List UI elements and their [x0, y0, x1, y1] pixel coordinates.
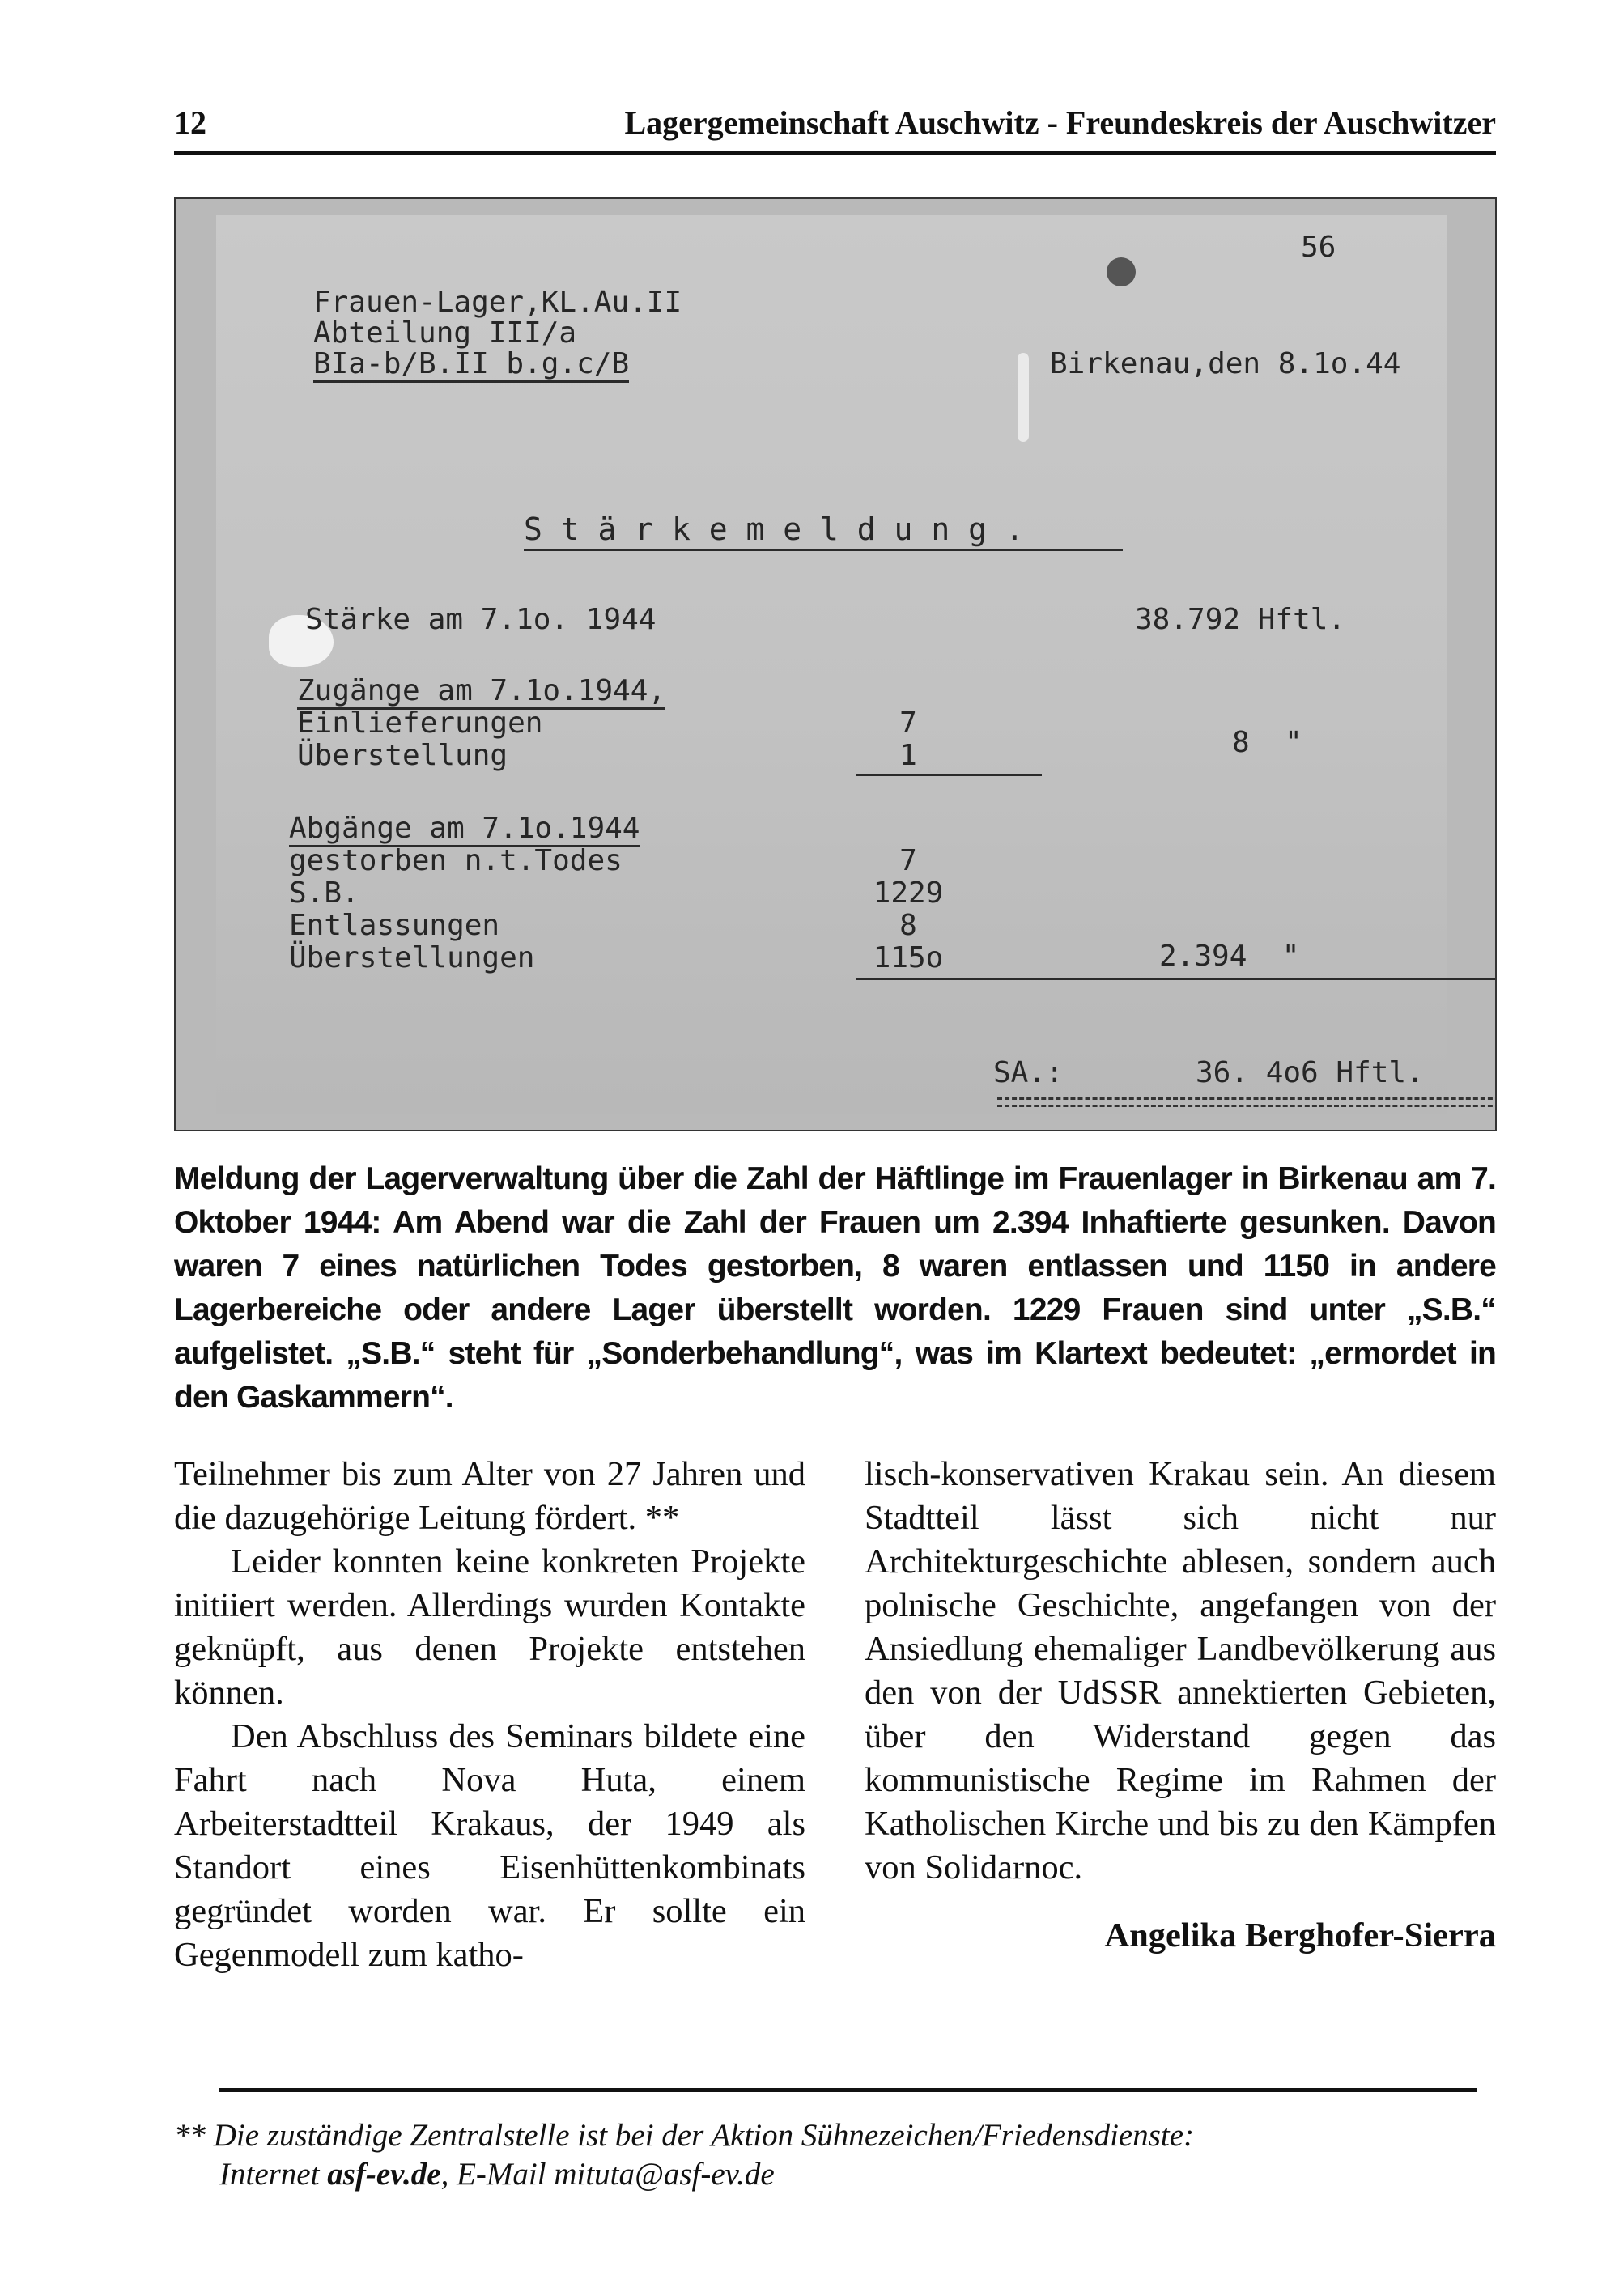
document-photo: [174, 197, 1497, 1131]
photo-caption: Meldung der Lagerverwaltung über die Zahl der Häftlinge im Frauenlager in Birkenau am 7. Oktober 1944: Am Abend war die Zahl der Frauen um 2.394 Inhaftierte gesunken. Davon waren 7 eines natürlichen Todes gestorben, 8 waren entlassen und 1150 in andere Lagerbereiche oder andere Lager überstellt worden. 1229 Frauen sind unter „S.B.“ aufgelistet. „S.B.“ steht für „Sonderbehandlung“, was im Klartext bedeutet: „ermordet in den Gaskammern“.: [174, 1161, 1496, 1415]
typewritten-report: [216, 215, 1447, 1114]
doc-dep-row-4: Überstellungen: [289, 941, 535, 974]
doc-dep-row-3-value: 8: [899, 909, 917, 942]
doc-arrivals-label: Zugänge am 7.1o.1944,: [297, 675, 665, 710]
footnote-line-2: [174, 2155, 1496, 2194]
running-title: Lagergemeinschaft Auschwitz - Freundeskreis der Auschwitzer: [624, 104, 1496, 141]
doc-departures-rule: [856, 978, 1497, 980]
doc-sum-label: SA.:: [993, 1056, 1064, 1089]
punch-hole-mark: [1107, 257, 1136, 286]
website-link[interactable]: asf-ev.de: [327, 2157, 441, 2192]
doc-sum-double-rule: [997, 1097, 1497, 1107]
doc-dep-row-2: S.B.: [289, 876, 359, 910]
footnote: [174, 2116, 1496, 2194]
doc-dep-row-2-value: 1229: [873, 876, 944, 910]
doc-addr-1: Frauen-Lager,KL.Au.II: [313, 286, 682, 319]
doc-dep-row-1: gestorben n.t.Todes: [289, 844, 623, 877]
doc-sum-value: 36. 4o6 Hftl.: [1196, 1056, 1424, 1089]
doc-page-no: 56: [1301, 231, 1336, 264]
author-name: Angelika Berghofer-Sierra: [1104, 1916, 1496, 1954]
doc-strength-value: 38.792 Hftl.: [1135, 603, 1346, 636]
doc-heading: S t ä r k e m e l d u n g .: [524, 511, 1024, 547]
doc-arrivals-row-1-value: 7: [899, 707, 917, 740]
doc-strength-label: Stärke am 7.1o. 1944: [305, 603, 657, 636]
doc-arrivals-total: 8 ": [1232, 726, 1302, 759]
doc-arrivals-row-1: Einlieferungen: [297, 707, 543, 740]
doc-arrivals-rule: [856, 774, 1042, 776]
doc-heading-rule: [524, 549, 1123, 551]
page-number: 12: [174, 104, 206, 141]
doc-arrivals-row-2: Überstellung: [297, 739, 508, 772]
doc-addr-3: BIa-b/B.II b.g.c/B: [313, 348, 629, 383]
header-rule: [174, 151, 1496, 155]
doc-dep-row-3: Entlassungen: [289, 909, 500, 942]
footnote-line-1: ** Die zuständige Zentralstelle ist bei der Aktion Sühnezeichen/Friedensdienste:: [174, 2118, 1195, 2153]
doc-dep-row-1-value: 7: [899, 844, 917, 877]
running-header: [174, 104, 1496, 142]
paragraph: Teilnehmer bis zum Alter von 27 Jahren und die dazugehörige Leitung fördert. **: [174, 1455, 805, 1537]
paragraph: Den Abschluss des Seminars bildete eine Fahrt nach Nova Huta, einem Arbeiterstadtteil Krakaus, der 1949 als Standort eines Eisenhüttenkombinats gegründet worden war. Er sollte ein Gegenmodell zum katho-: [174, 1717, 805, 1974]
doc-place-date: Birkenau,den 8.1o.44: [1050, 347, 1401, 380]
doc-dep-row-4-value: 115o: [873, 941, 944, 974]
footnote-prefix: Internet: [219, 2157, 328, 2192]
footnote-rule: [219, 2088, 1477, 2092]
doc-arrivals-row-2-value: 1: [899, 739, 917, 772]
article-column-left: [174, 1453, 805, 1977]
paragraph: Leider konnten keine konkreten Projekte initiiert werden. Allerdings wurden Kontakte geknüpft, aus denen Projekte entstehen können.: [174, 1543, 805, 1712]
photo-glare: [1018, 353, 1029, 442]
doc-departures-total: 2.394 ": [1159, 940, 1300, 973]
article-column-right: [865, 1453, 1496, 1958]
doc-addr-2: Abteilung III/a: [313, 316, 577, 350]
footnote-email: , E-Mail mituta@asf-ev.de: [440, 2157, 775, 2192]
doc-departures-label: Abgänge am 7.1o.1944: [289, 813, 640, 847]
paragraph: lisch-konservativen Krakau sein. An diesem Stadtteil lässt sich nicht nur Architekturgeschichte ablesen, sondern auch polnische Geschichte, angefangen von der Ansiedlung ehemaliger Landbevölkerung aus den von der UdSSR annektierten Gebieten, über den Widerstand gegen das kommunistische Regime im Rahmen der Katholischen Kirche und bis zu den Kämpfen von Solidarnoc.: [865, 1455, 1496, 1886]
